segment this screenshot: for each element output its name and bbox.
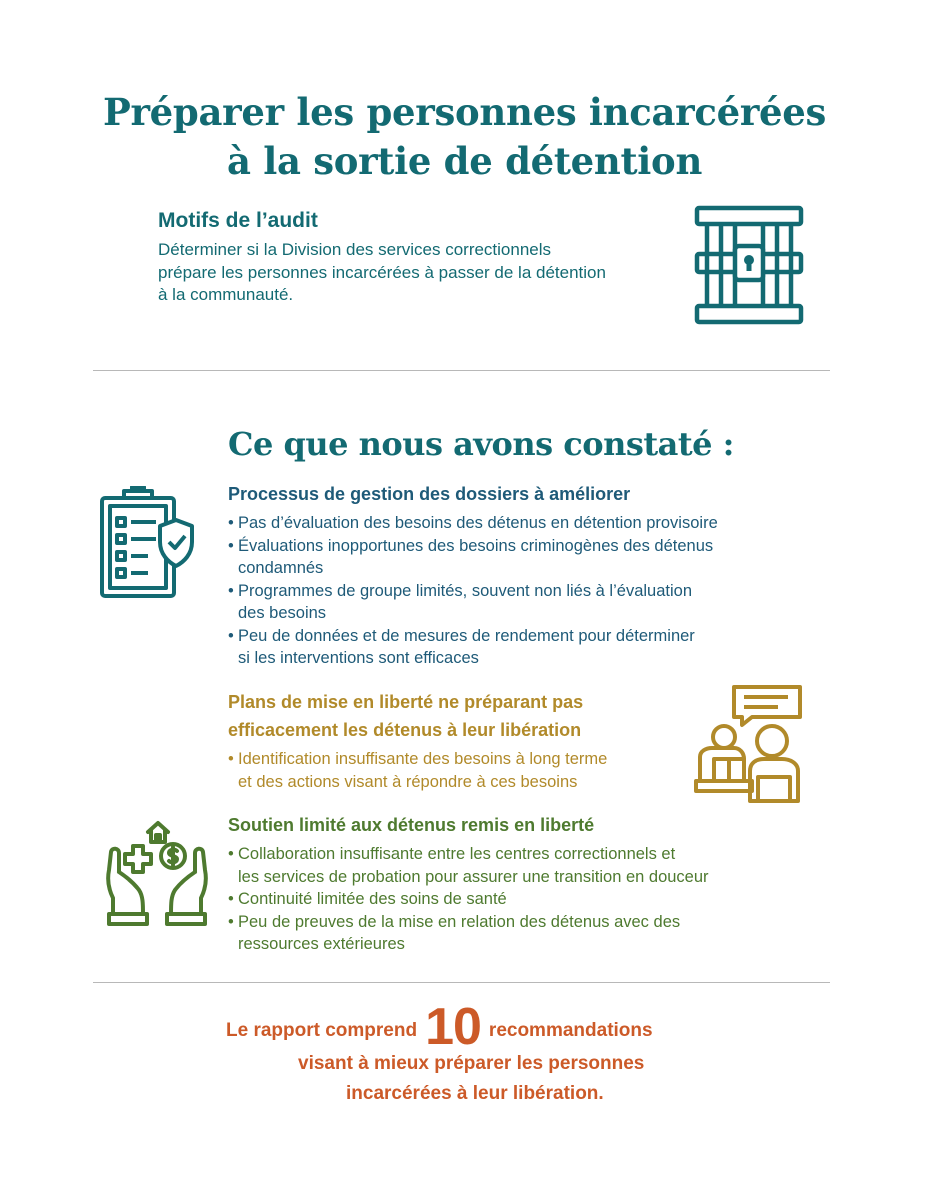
clipboard-shield-icon <box>98 486 198 600</box>
release-plans-heading <box>228 688 607 744</box>
report-suffix: recommandations <box>488 1020 653 1041</box>
audit-text-line: à la communauté. <box>158 285 294 304</box>
report-prefix: Le rapport comprend <box>226 1020 418 1041</box>
list-item <box>228 535 718 580</box>
divider <box>93 982 830 983</box>
bullet: • <box>228 845 234 863</box>
list-item-text: et des actions visant à répondre à ces besoins <box>238 772 578 791</box>
findings-heading: Ce que nous avons constaté : <box>228 425 734 463</box>
hands-support-icon <box>103 818 211 928</box>
jail-cell-icon <box>693 204 805 326</box>
list-item-text: les services de probation pour assurer une transition en douceur <box>238 867 709 886</box>
list-item-text: Programmes de groupe limités, souvent non liés à l’évaluation <box>238 581 692 600</box>
bullet: • <box>228 581 234 600</box>
list-item-text: condamnés <box>238 559 324 577</box>
case-management-heading: Processus de gestion des dossiers à améliorer <box>228 484 631 504</box>
page-title <box>0 88 929 186</box>
release-plans-block <box>228 688 607 793</box>
list-item <box>228 580 718 625</box>
list-item-text: Peu de preuves de la mise en relation des détenus avec des <box>238 912 681 931</box>
release-plans-list <box>228 748 607 793</box>
list-item <box>228 888 709 911</box>
audit-text-line: Déterminer si la Division des services correctionnels <box>158 240 552 259</box>
list-item-text: Évaluations inopportunes des besoins criminogènes des détenus <box>238 536 714 555</box>
list-item <box>228 911 709 956</box>
report-summary-line <box>226 998 653 1056</box>
support-list <box>228 843 709 956</box>
page-title-line-2: à la sortie de détention <box>226 139 703 183</box>
list-item-text: si les interventions sont efficaces <box>238 649 479 667</box>
counselling-meeting-icon <box>692 683 806 805</box>
list-item-text: Peu de données et de mesures de rendement pour déterminer <box>238 626 695 645</box>
recommendation-count: 10 <box>425 998 481 1056</box>
release-plans-heading-line: Plans de mise en liberté ne préparant pas <box>228 692 584 712</box>
audit-heading: Motifs de l’audit <box>158 209 318 232</box>
bullet: • <box>228 912 234 931</box>
list-item-text: Pas d’évaluation des besoins des détenus en détention provisoire <box>238 514 718 532</box>
report-summary-line: incarcérées à leur libération. <box>346 1083 604 1104</box>
bullet: • <box>228 890 234 908</box>
list-item <box>228 512 718 535</box>
bullet: • <box>228 750 234 768</box>
list-item-text: ressources extérieures <box>238 935 405 953</box>
list-item <box>228 625 718 670</box>
case-management-block <box>228 480 718 670</box>
audit-text-line: prépare les personnes incarcérées à passer de la détention <box>158 262 606 282</box>
case-management-list <box>228 512 718 670</box>
support-block <box>228 811 709 956</box>
list-item-text: Continuité limitée des soins de santé <box>238 890 507 908</box>
report-summary-line: visant à mieux préparer les personnes <box>298 1053 645 1074</box>
bullet: • <box>228 536 234 555</box>
support-heading: Soutien limité aux détenus remis en liberté <box>228 815 595 835</box>
audit-text <box>158 239 606 307</box>
bullet: • <box>228 626 234 645</box>
audit-section <box>158 209 606 307</box>
list-item-text: des besoins <box>238 604 327 622</box>
list-item <box>228 843 709 888</box>
release-plans-heading-line: efficacement les détenus à leur libération <box>228 720 582 740</box>
page-title-line-1: Préparer les personnes incarcérées <box>102 90 827 134</box>
divider <box>93 370 830 371</box>
bullet: • <box>228 514 234 532</box>
list-item-text: Identification insuffisante des besoins à long terme <box>238 750 608 768</box>
list-item <box>228 748 607 793</box>
list-item-text: Collaboration insuffisante entre les centres correctionnels et <box>238 845 676 863</box>
